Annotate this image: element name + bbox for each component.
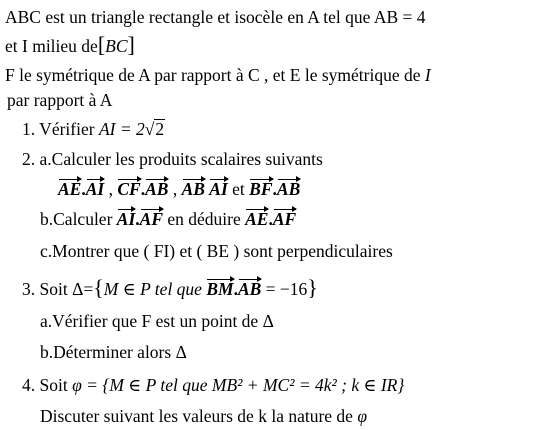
intro-text-2: et I milieu de — [5, 36, 98, 56]
question-3a — [40, 310, 274, 332]
question-1 — [22, 118, 165, 140]
q4-label: 4. Soit — [22, 375, 68, 395]
vector-cf: CF — [117, 179, 141, 199]
bracket-open: [ — [97, 32, 106, 57]
vector-ai: AI — [85, 179, 105, 199]
q1-text: 1. Vérifier — [22, 119, 95, 139]
dot-product: . — [135, 209, 140, 229]
q2a-text: 2. a.Calculer les produits scalaires suivants — [22, 149, 323, 169]
point-i: I — [424, 65, 431, 85]
q2-products — [58, 178, 300, 200]
vector-af: AF — [272, 209, 297, 229]
sqrt-radicand: 2 — [155, 119, 165, 139]
q2b-text: b.Calculer — [40, 209, 113, 229]
dot-product: . — [268, 209, 273, 229]
vector-ae: AE — [245, 209, 269, 229]
vector-ab: AB — [145, 179, 169, 199]
q2b-deduce: en déduire — [167, 209, 241, 229]
vector-ae: AE — [58, 179, 82, 199]
q2c-text: c.Montrer que ( FI) et ( BE ) sont perpendiculaires — [40, 241, 393, 261]
separator: , — [168, 179, 182, 199]
question-2c — [40, 240, 393, 262]
q3-label: 3. Soit Δ= — [22, 279, 94, 299]
question-2b — [40, 208, 296, 230]
vector-bf: BF — [249, 179, 273, 199]
question-3 — [22, 277, 318, 300]
intro-text-4: par rapport à A — [7, 90, 113, 110]
question-4-discussion — [40, 405, 367, 427]
question-3b — [40, 341, 187, 363]
q3b-text: b.Déterminer alors Δ — [40, 342, 187, 362]
vector-ab: AB — [181, 179, 205, 199]
vector-ab: AB — [276, 179, 301, 199]
q3-rhs: = −16 — [265, 279, 308, 299]
q1-equation: AI = 2 — [98, 119, 145, 139]
sqrt-sign: √ — [144, 119, 155, 139]
vector-ai: AI — [116, 209, 136, 229]
q4-set: = {M ∈ P tel que MB² + MC² = 4k² ; k ∈ IR} — [86, 375, 405, 395]
intro-line-1 — [5, 6, 426, 28]
vector-af: AF — [139, 209, 163, 229]
vector-ai: AI — [209, 179, 228, 199]
question-4 — [22, 374, 404, 396]
intro-line-4 — [7, 89, 112, 111]
dot-product: . — [140, 179, 146, 199]
intro-text-1: ABC est un triangle rectangle et isocèle en A tel que AB = 4 — [5, 7, 426, 27]
bracket-close: ] — [127, 32, 135, 57]
brace-open: { — [93, 275, 104, 300]
dot-product: . — [233, 279, 238, 299]
intro-line-2 — [5, 34, 135, 57]
q3a-text: a.Vérifier que F est un point de Δ — [40, 311, 274, 331]
q3-set: M ∈ P tel que — [103, 279, 202, 299]
brace-close: } — [307, 275, 318, 300]
vector-ab: AB — [237, 279, 262, 299]
dot-product: . — [272, 179, 277, 199]
dot-product: . — [81, 179, 86, 199]
intro-text-3: F le symétrique de A par rapport à C , et E le symétrique de — [5, 65, 421, 85]
phi-symbol: φ — [357, 406, 368, 426]
separator: et — [227, 179, 250, 199]
phi-symbol: φ — [72, 375, 82, 395]
segment-bc: BC — [105, 36, 128, 56]
q4-disc-text: Discuter suivant les valeurs de k la nature de — [40, 406, 353, 426]
question-2a — [22, 148, 323, 170]
separator: , — [104, 179, 118, 199]
vector-bm: BM — [206, 279, 234, 299]
intro-line-3 — [5, 64, 431, 86]
